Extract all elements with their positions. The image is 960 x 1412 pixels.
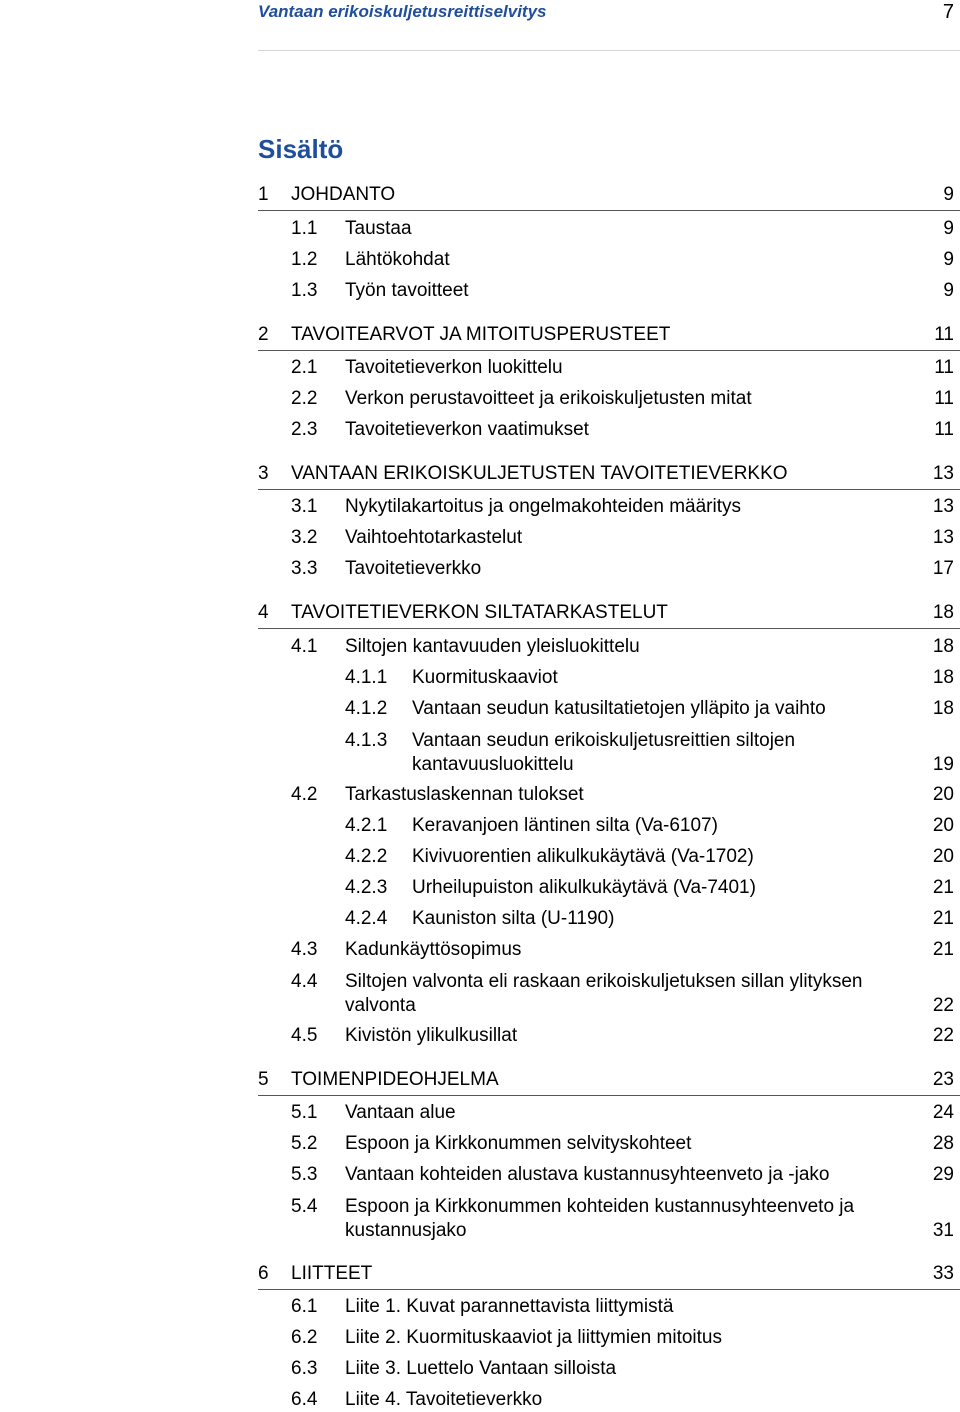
toc-entry-page: 9 (943, 218, 954, 239)
toc-entry-page: 11 (934, 388, 954, 409)
toc-entry-number: 5.2 (291, 1133, 318, 1154)
toc-entry-title: Kivistön ylikulkusillat (345, 1025, 518, 1046)
toc-entry-page: 18 (932, 602, 954, 623)
toc-entry-title: Kivivuorentien alikulkukäytävä (Va-1702) (412, 846, 754, 867)
toc-entry-number: 2.2 (291, 388, 318, 409)
toc-entry-number: 6.4 (291, 1389, 318, 1410)
toc-entry-title: Tavoitetieverkko (345, 558, 482, 579)
toc-entry-number: 4.3 (291, 939, 318, 960)
chapter-divider (258, 628, 960, 629)
toc-entry-title: Urheilupuiston alikulkukäytävä (Va-7401) (412, 877, 756, 898)
toc-entry-page: 23 (932, 1069, 954, 1090)
toc-entry-title: Keravanjoen läntinen silta (Va-6107) (412, 815, 718, 836)
toc-entry-page: 11 (934, 357, 954, 378)
toc-entry-title: JOHDANTO (291, 184, 396, 205)
toc-entry-number: 6.1 (291, 1296, 318, 1317)
toc-entry-title: Kuormituskaaviot (412, 667, 558, 688)
toc-entry-page: 20 (932, 846, 954, 867)
toc-entry-page: 28 (932, 1133, 954, 1154)
chapter-divider (258, 1289, 960, 1290)
toc-entry-number: 4.2 (291, 784, 318, 805)
toc-entry-page: 13 (932, 527, 954, 548)
toc-entry-number: 1.1 (291, 218, 318, 239)
toc-entry-title: Liite 2. Kuormituskaaviot ja liittymien mitoitus (345, 1327, 722, 1348)
toc-entry-page: 21 (932, 908, 954, 929)
toc-entry-title: Lähtökohdat (345, 249, 450, 270)
toc-entry-page: 33 (932, 1263, 954, 1284)
toc-entry-number: 4.2.2 (345, 846, 388, 867)
toc-entry-page: 24 (932, 1102, 954, 1123)
toc-entry-number: 4.1 (291, 636, 318, 657)
toc-entry-page: 13 (932, 463, 954, 484)
toc-entry-title: TOIMENPIDEOHJELMA (291, 1069, 499, 1090)
toc-entry-number: 4.1.1 (345, 667, 388, 688)
toc-entry-number: 4 (258, 602, 269, 623)
toc-entry-number: 5.4 (291, 1196, 318, 1217)
toc-entry-page: 21 (932, 877, 954, 898)
toc-entry-title: Vantaan seudun erikoiskuljetusreittien siltojen (412, 730, 796, 751)
toc-entry-title: Vantaan kohteiden alustava kustannusyhteenveto ja -jako (345, 1164, 830, 1185)
toc-entry-number: 3.2 (291, 527, 318, 548)
toc-entry-number: 1.2 (291, 249, 318, 270)
toc-entry-title: Tarkastuslaskennan tulokset (345, 784, 584, 805)
toc-entry-title: LIITTEET (291, 1263, 373, 1284)
toc-entry-number: 3.1 (291, 496, 318, 517)
toc-entry-title: TAVOITETIEVERKON SILTATARKASTELUT (291, 602, 668, 623)
toc-entry-page: 9 (943, 184, 954, 205)
toc-entry-title-continued: kustannusjako (345, 1220, 467, 1241)
toc-entry-title: Espoon ja Kirkkonummen selvityskohteet (345, 1133, 692, 1154)
toc-entry-title: Liite 3. Luettelo Vantaan silloista (345, 1358, 617, 1379)
toc-entry-page: 18 (932, 667, 954, 688)
toc-entry-page: 9 (943, 249, 954, 270)
toc-entry-title: Työn tavoitteet (345, 280, 469, 301)
toc-entry-number: 6 (258, 1263, 269, 1284)
toc-entry-title: Vantaan seudun katusiltatietojen ylläpito ja vaihto (412, 698, 826, 719)
toc-entry-title: VANTAAN ERIKOISKULJETUSTEN TAVOITETIEVERKKO (291, 463, 788, 484)
toc-entry-number: 1.3 (291, 280, 318, 301)
toc-heading: Sisältö (258, 134, 344, 164)
toc-entry-page: 17 (932, 558, 954, 579)
toc-entry-number: 3.3 (291, 558, 318, 579)
toc-entry-title: Espoon ja Kirkkonummen kohteiden kustannusyhteenveto ja (345, 1196, 855, 1217)
header-divider (258, 50, 960, 51)
chapter-divider (258, 210, 960, 211)
toc-entry-number: 2 (258, 324, 269, 345)
toc-entry-number: 5.1 (291, 1102, 318, 1123)
toc-entry-number: 4.2.3 (345, 877, 388, 898)
chapter-divider (258, 1095, 960, 1096)
toc-entry-title-continued: kantavuusluokittelu (412, 754, 574, 775)
toc-entry-title: Vantaan alue (345, 1102, 456, 1123)
toc-entry-number: 4.1.2 (345, 698, 388, 719)
toc-entry-number: 5 (258, 1069, 269, 1090)
toc-entry-number: 2.3 (291, 419, 318, 440)
toc-entry-number: 6.3 (291, 1358, 318, 1379)
chapter-divider (258, 350, 960, 351)
toc-entry-page: 11 (934, 324, 954, 345)
page-number: 7 (942, 1, 954, 23)
toc-entry-title-continued: valvonta (345, 995, 416, 1016)
toc-entry-page: 18 (932, 698, 954, 719)
toc-entry-title: Siltojen kantavuuden yleisluokittelu (345, 636, 640, 657)
toc-entry-number: 4.2.4 (345, 908, 388, 929)
toc-entry-title: Siltojen valvonta eli raskaan erikoiskuljetuksen sillan ylityksen (345, 971, 863, 992)
chapter-divider (258, 489, 960, 490)
toc-entry-page: 9 (943, 280, 954, 301)
toc-entry-number: 4.1.3 (345, 730, 388, 751)
toc-entry-page: 11 (934, 419, 954, 440)
toc-entry-page: 29 (932, 1164, 954, 1185)
toc-entry-title: Kauniston silta (U-1190) (412, 908, 615, 929)
toc-entry-page: 22 (932, 995, 954, 1016)
toc-entry-page: 22 (932, 1025, 954, 1046)
toc-entry-number: 3 (258, 463, 269, 484)
toc-entry-title: Taustaa (345, 218, 412, 239)
toc-entry-page: 13 (932, 496, 954, 517)
toc-entry-page: 20 (932, 815, 954, 836)
toc-entry-number: 6.2 (291, 1327, 318, 1348)
toc-entry-title: Tavoitetieverkon luokittelu (345, 357, 563, 378)
toc-entry-number: 2.1 (291, 357, 318, 378)
toc-entry-title: Verkon perustavoitteet ja erikoiskuljetusten mitat (345, 388, 752, 409)
toc-entry-page: 19 (932, 754, 954, 775)
toc-entry-page: 21 (932, 939, 954, 960)
toc-entry-number: 1 (258, 184, 269, 205)
toc-entry-title: Kadunkäyttösopimus (345, 939, 522, 960)
toc-entry-title: Liite 1. Kuvat parannettavista liittymistä (345, 1296, 674, 1317)
toc-entry-number: 4.4 (291, 971, 318, 992)
running-header-title: Vantaan erikoiskuljetusreittiselvitys (258, 2, 547, 21)
toc-entry-number: 5.3 (291, 1164, 318, 1185)
toc-entry-title: Tavoitetieverkon vaatimukset (345, 419, 589, 440)
toc-entry-title: TAVOITEARVOT JA MITOITUSPERUSTEET (291, 324, 671, 345)
toc-entry-page: 18 (932, 636, 954, 657)
toc-entry-title: Liite 4. Tavoitetieverkko (345, 1389, 543, 1410)
toc-entry-title: Vaihtoehtotarkastelut (345, 527, 523, 548)
toc-entry-page: 31 (932, 1220, 954, 1241)
toc-entry-page: 20 (932, 784, 954, 805)
toc-entry-number: 4.5 (291, 1025, 318, 1046)
toc-entry-title: Nykytilakartoitus ja ongelmakohteiden määritys (345, 496, 742, 517)
toc-entry-number: 4.2.1 (345, 815, 388, 836)
